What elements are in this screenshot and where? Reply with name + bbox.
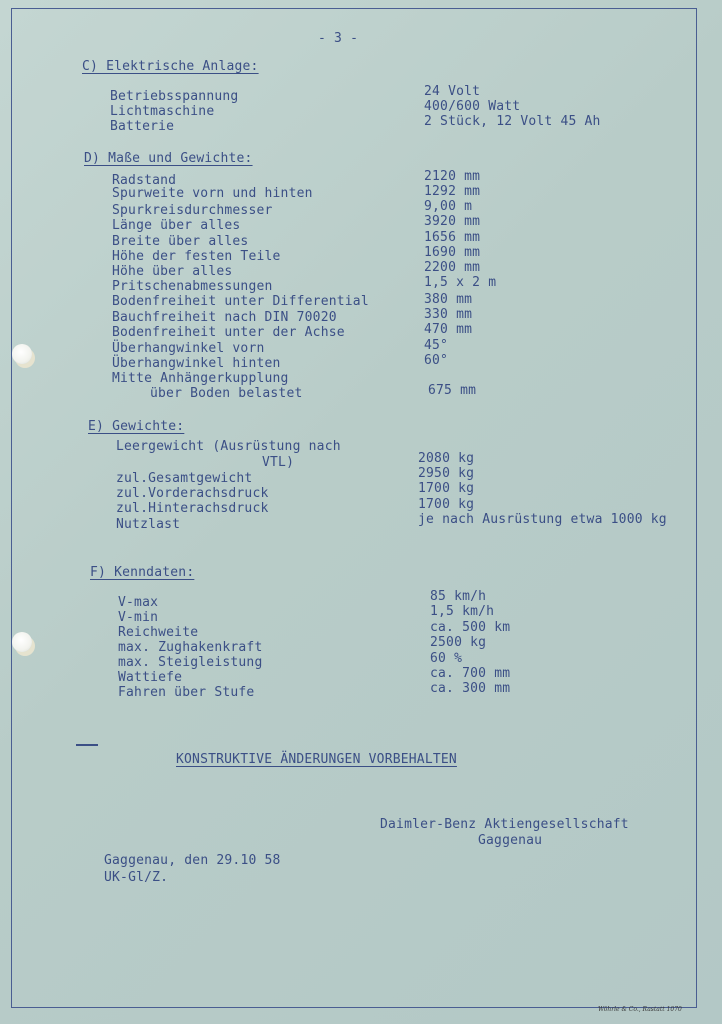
section-d-label-12: Überhangwinkel hinten <box>112 356 281 371</box>
section-d-value-2: 9,00 m <box>424 199 473 214</box>
section-f-value-6: ca. 300 mm <box>430 681 511 696</box>
section-d-label-1: Spurweite vorn und hinten <box>112 186 313 201</box>
section-e-value-1: 2080 kg <box>418 451 475 466</box>
place-and-date: Gaggenau, den 29.10 58 <box>104 853 281 868</box>
section-d-value-0: 2120 mm <box>424 169 481 184</box>
page-number: - 3 - <box>318 31 359 46</box>
section-c-title: C) Elektrische Anlage: <box>82 59 259 74</box>
section-f-value-5: ca. 700 mm <box>430 666 511 681</box>
section-d-label-7: Pritschenabmessungen <box>112 279 273 294</box>
section-d-label-4: Breite über alles <box>112 234 249 249</box>
section-e-value-4: 1700 kg <box>418 497 475 512</box>
section-e-value-2: 2950 kg <box>418 466 475 481</box>
section-f-label-1: V-min <box>118 610 159 625</box>
punch-hole-top <box>12 344 32 364</box>
section-d-value-5: 1690 mm <box>424 245 481 260</box>
section-c-label-1: Lichtmaschine <box>110 104 215 119</box>
section-f-value-3: 2500 kg <box>430 635 487 650</box>
section-e-label-0: Leergewicht (Ausrüstung nach <box>116 439 341 454</box>
section-e-label-1: VTL) <box>262 455 295 470</box>
section-e-value-3: 1700 kg <box>418 481 475 496</box>
section-e-value-5: je nach Ausrüstung etwa 1000 kg <box>418 512 667 527</box>
section-f-title: F) Kenndaten: <box>90 565 195 580</box>
section-f-value-4: 60 % <box>430 651 463 666</box>
section-d-value-3: 3920 mm <box>424 214 481 229</box>
section-d-value-9: 330 mm <box>424 307 473 322</box>
section-d-value-6: 2200 mm <box>424 260 481 275</box>
company-name: Daimler-Benz Aktiengesellschaft <box>380 817 629 832</box>
section-d-label-3: Länge über alles <box>112 218 241 233</box>
section-f-label-2: Reichweite <box>118 625 199 640</box>
section-d-label-14: über Boden belastet <box>150 386 303 401</box>
section-d-label-2: Spurkreisdurchmesser <box>112 203 273 218</box>
section-f-value-1: 1,5 km/h <box>430 604 495 619</box>
section-d-value-12: 60° <box>424 353 449 368</box>
punch-hole-bottom <box>12 632 32 652</box>
section-f-label-5: Wattiefe <box>118 670 183 685</box>
reference-code: UK-Gl/Z. <box>104 870 169 885</box>
section-e-label-2: zul.Gesamtgewicht <box>116 471 253 486</box>
section-d-label-13: Mitte Anhängerkupplung <box>112 371 289 386</box>
section-f-label-6: Fahren über Stufe <box>118 685 255 700</box>
section-d-value-10: 470 mm <box>424 322 473 337</box>
section-d-value-8: 380 mm <box>424 292 473 307</box>
left-margin-dash <box>76 744 98 746</box>
section-d-value-11: 45° <box>424 338 449 353</box>
section-f-value-2: ca. 500 km <box>430 620 511 635</box>
section-d-value-7: 1,5 x 2 m <box>424 275 497 290</box>
section-d-value-14: 675 mm <box>428 383 477 398</box>
section-f-label-4: max. Steigleistung <box>118 655 263 670</box>
section-c-label-0: Betriebsspannung <box>110 89 239 104</box>
section-c-label-2: Batterie <box>110 119 175 134</box>
section-e-label-5: Nutzlast <box>116 517 181 532</box>
section-e-label-3: zul.Vorderachsdruck <box>116 486 269 501</box>
section-d-label-8: Bodenfreiheit unter Differential <box>112 294 369 309</box>
changes-reserved-notice: KONSTRUKTIVE ÄNDERUNGEN VORBEHALTEN <box>176 752 457 767</box>
section-d-value-4: 1656 mm <box>424 230 481 245</box>
section-f-label-3: max. Zughakenkraft <box>118 640 263 655</box>
section-d-label-9: Bauchfreiheit nach DIN 70020 <box>112 310 337 325</box>
section-e-title: E) Gewichte: <box>88 419 185 434</box>
section-c-value-0: 24 Volt <box>424 84 481 99</box>
section-d-value-1: 1292 mm <box>424 184 481 199</box>
section-d-title: D) Maße und Gewichte: <box>84 151 253 166</box>
section-c-value-2: 2 Stück, 12 Volt 45 Ah <box>424 114 601 129</box>
section-d-label-6: Höhe über alles <box>112 264 233 279</box>
section-d-label-0: Radstand <box>112 173 177 188</box>
company-location: Gaggenau <box>478 833 543 848</box>
section-c-value-1: 400/600 Watt <box>424 99 521 114</box>
printer-imprint: Wöhrle & Co., Rastatt 1070 <box>598 1006 682 1013</box>
section-d-label-11: Überhangwinkel vorn <box>112 341 265 356</box>
section-f-label-0: V-max <box>118 595 159 610</box>
section-e-label-4: zul.Hinterachsdruck <box>116 501 269 516</box>
section-f-value-0: 85 km/h <box>430 589 487 604</box>
section-d-label-5: Höhe der festen Teile <box>112 249 281 264</box>
section-d-label-10: Bodenfreiheit unter der Achse <box>112 325 345 340</box>
